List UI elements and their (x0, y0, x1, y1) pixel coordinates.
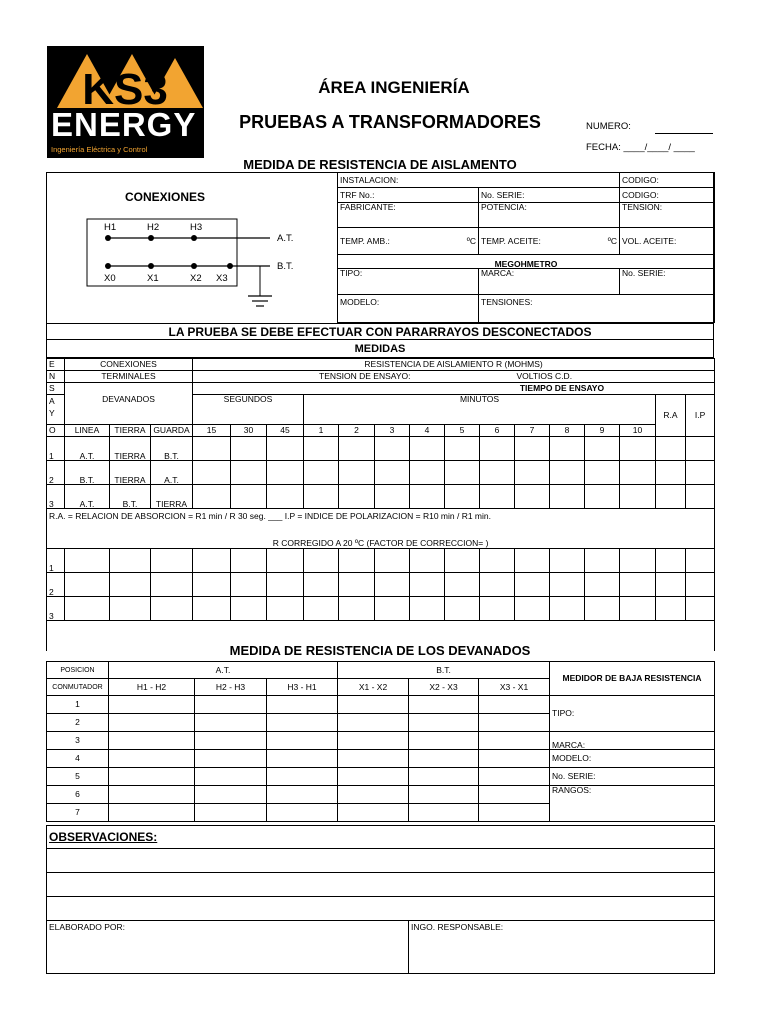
ip-header: I.P (686, 395, 715, 437)
label-at: A.T. (277, 233, 294, 244)
label-h2: H2 (147, 222, 160, 233)
col-tierra: TIERRA (110, 425, 151, 437)
col-3m: 3 (375, 425, 410, 437)
company-logo (47, 46, 204, 158)
ensayo-letter-s: S (47, 383, 65, 395)
table-row: 2 B.T. TIERRA A.T. (47, 461, 715, 485)
col-h3h1: H3 - H1 (267, 679, 338, 696)
ensayo-letter-o: O (47, 425, 65, 437)
tiempo-header: TIEMPO DE ENSAYO (193, 383, 715, 395)
tension-field[interactable]: TENSION: (620, 203, 715, 228)
page-title: PRUEBAS A TRANSFORMADORES (239, 112, 541, 132)
table-row: 1 A.T. TIERRA B.T. (47, 437, 715, 461)
col-8m: 8 (550, 425, 585, 437)
col-15s: 15 (193, 425, 231, 437)
minutos-header: MINUTOS (304, 395, 656, 425)
temp-amb-field[interactable]: TEMP. AMB.: ºC (338, 228, 479, 255)
instalacion-field[interactable]: INSTALACION: (338, 173, 620, 188)
observaciones-label: OBSERVACIONES: (47, 826, 715, 849)
col-linea: LINEA (65, 425, 110, 437)
label-x0: X0 (104, 273, 116, 284)
logo-subtitle: Ingeniería Eléctrica y Control (51, 145, 148, 154)
tension-ensayo-field[interactable]: TENSION DE ENSAYO: VOLTIOS C.D. (193, 371, 715, 383)
posicion-header: POSICION (47, 662, 109, 679)
megohmetro-header: MEGOHMETRO (338, 255, 715, 269)
label-h3: H3 (190, 222, 203, 233)
medidor-marca-field[interactable]: MARCA: (550, 732, 715, 750)
trf-field[interactable]: TRF No.: (338, 188, 479, 203)
col-1m: 1 (304, 425, 339, 437)
table-row: 2 (47, 714, 715, 732)
col-h1h2: H1 - H2 (109, 679, 195, 696)
winding-resistance-table (46, 661, 715, 822)
ensayo-letter-e: E (47, 359, 65, 371)
table-row: 2 (47, 573, 715, 597)
observaciones-line-2[interactable] (47, 873, 715, 897)
ensayo-letters-ay: A Y (47, 395, 65, 425)
logo-energy-text: ENERGY (51, 106, 197, 143)
fabricante-field[interactable]: FABRICANTE: (338, 203, 479, 228)
medidor-tipo-field[interactable]: TIPO: (550, 696, 715, 732)
medidor-rangos-field[interactable]: RANGOS: (550, 786, 715, 822)
table-row: 7 (47, 804, 715, 822)
ensayo-letter-n: N (47, 371, 65, 383)
vol-aceite-field[interactable]: VOL. ACEITE: (620, 228, 715, 255)
col-10m: 10 (620, 425, 656, 437)
insulation-measurements-table (46, 358, 715, 651)
meg-tipo-field[interactable]: TIPO: (338, 269, 479, 295)
elaborado-field[interactable]: ELABORADO POR: (47, 921, 409, 974)
fecha-label[interactable]: FECHA: ____/____/ ____ (586, 142, 695, 153)
medidas-header: MEDIDAS (46, 340, 714, 358)
medidor-modelo-field[interactable]: MODELO: (550, 750, 715, 768)
col-6m: 6 (480, 425, 515, 437)
meg-modelo-field[interactable]: MODELO: (338, 295, 479, 323)
col-x1x2: X1 - X2 (338, 679, 409, 696)
bt-header: B.T. (338, 662, 550, 679)
medidor-serie-field[interactable]: No. SERIE: (550, 768, 715, 786)
label-x2: X2 (190, 273, 202, 284)
col-30s: 30 (231, 425, 267, 437)
temp-aceite-field[interactable]: TEMP. ACEITE: ºC (479, 228, 620, 255)
area-title: ÁREA INGENIERÍA (318, 78, 470, 97)
numero-label: NUMERO: (586, 121, 631, 132)
col-5m: 5 (445, 425, 480, 437)
col-x2x3: X2 - X3 (409, 679, 479, 696)
numero-field[interactable] (655, 133, 713, 134)
codigo2-field[interactable]: CODIGO: (620, 188, 715, 203)
table-row: 6 RANGOS: (47, 786, 715, 804)
corregido-note[interactable]: R CORREGIDO A 20 ºC (FACTOR DE CORRECCION= ) (47, 523, 715, 549)
label-x1: X1 (147, 273, 159, 284)
responsable-field[interactable]: INGO. RESPONSABLE: (409, 921, 715, 974)
medidor-header: MEDIDOR DE BAJA RESISTENCIA (550, 662, 715, 696)
devanados-header: DEVANADOS (65, 395, 193, 425)
table-row: 1 (47, 549, 715, 573)
col-guarda: GUARDA (151, 425, 193, 437)
logo-ks-text: KS3 (82, 65, 168, 114)
formula-note: R.A. = RELACION DE ABSORCION = R1 min / R 30 seg. ___ I.P = INDICE DE POLARIZACION = R10 min / R1 min. (47, 509, 715, 523)
codigo-field[interactable]: CODIGO: (620, 173, 715, 188)
col-x3x1: X3 - X1 (479, 679, 550, 696)
transformer-info-table (337, 172, 715, 323)
meg-marca-field[interactable]: MARCA: (479, 269, 620, 295)
serie-field[interactable]: No. SERIE: (479, 188, 620, 203)
table-row: 3 (47, 597, 715, 621)
resistencia-header: RESISTENCIA DE AISLAMIENTO R (MOHMS) (193, 359, 715, 371)
table-row: 3 MARCA: (47, 732, 715, 750)
label-x3: X3 (216, 273, 228, 284)
terminales-header: TERMINALES (65, 371, 193, 383)
table-row: 4 MODELO: (47, 750, 715, 768)
meg-tensiones-field[interactable]: TENSIONES: (479, 295, 715, 323)
label-h1: H1 (104, 222, 117, 233)
potencia-field[interactable]: POTENCIA: (479, 203, 620, 228)
ra-header: R.A (656, 395, 686, 437)
observaciones-table (46, 825, 715, 974)
col-h2h3: H2 - H3 (195, 679, 267, 696)
col-4m: 4 (410, 425, 445, 437)
at-header: A.T. (109, 662, 338, 679)
observaciones-line-1[interactable] (47, 849, 715, 873)
section-title-devanados: MEDIDA DE RESISTENCIA DE LOS DEVANADOS (229, 643, 531, 658)
col-2m: 2 (339, 425, 375, 437)
table-row: 5 No. SERIE: (47, 768, 715, 786)
segundos-header: SEGUNDOS (193, 395, 304, 425)
col-9m: 9 (585, 425, 620, 437)
meg-serie-field[interactable]: No. SERIE: (620, 269, 715, 295)
warning-banner: LA PRUEBA SE DEBE EFECTUAR CON PARARRAYOS DESCONECTADOS (46, 324, 714, 340)
table-row: 3 A.T. B.T. TIERRA (47, 485, 715, 509)
section-title-aislamiento: MEDIDA DE RESISTENCIA DE AISLAMENTO (243, 157, 517, 172)
label-bt: B.T. (277, 261, 294, 272)
conexiones-title: CONEXIONES (124, 190, 205, 204)
observaciones-line-3[interactable] (47, 897, 715, 921)
conexiones-header: CONEXIONES (65, 359, 193, 371)
col-7m: 7 (515, 425, 550, 437)
conmutador-header: CONMUTADOR (47, 679, 109, 696)
table-row: 1 TIPO: (47, 696, 715, 714)
col-45s: 45 (267, 425, 304, 437)
